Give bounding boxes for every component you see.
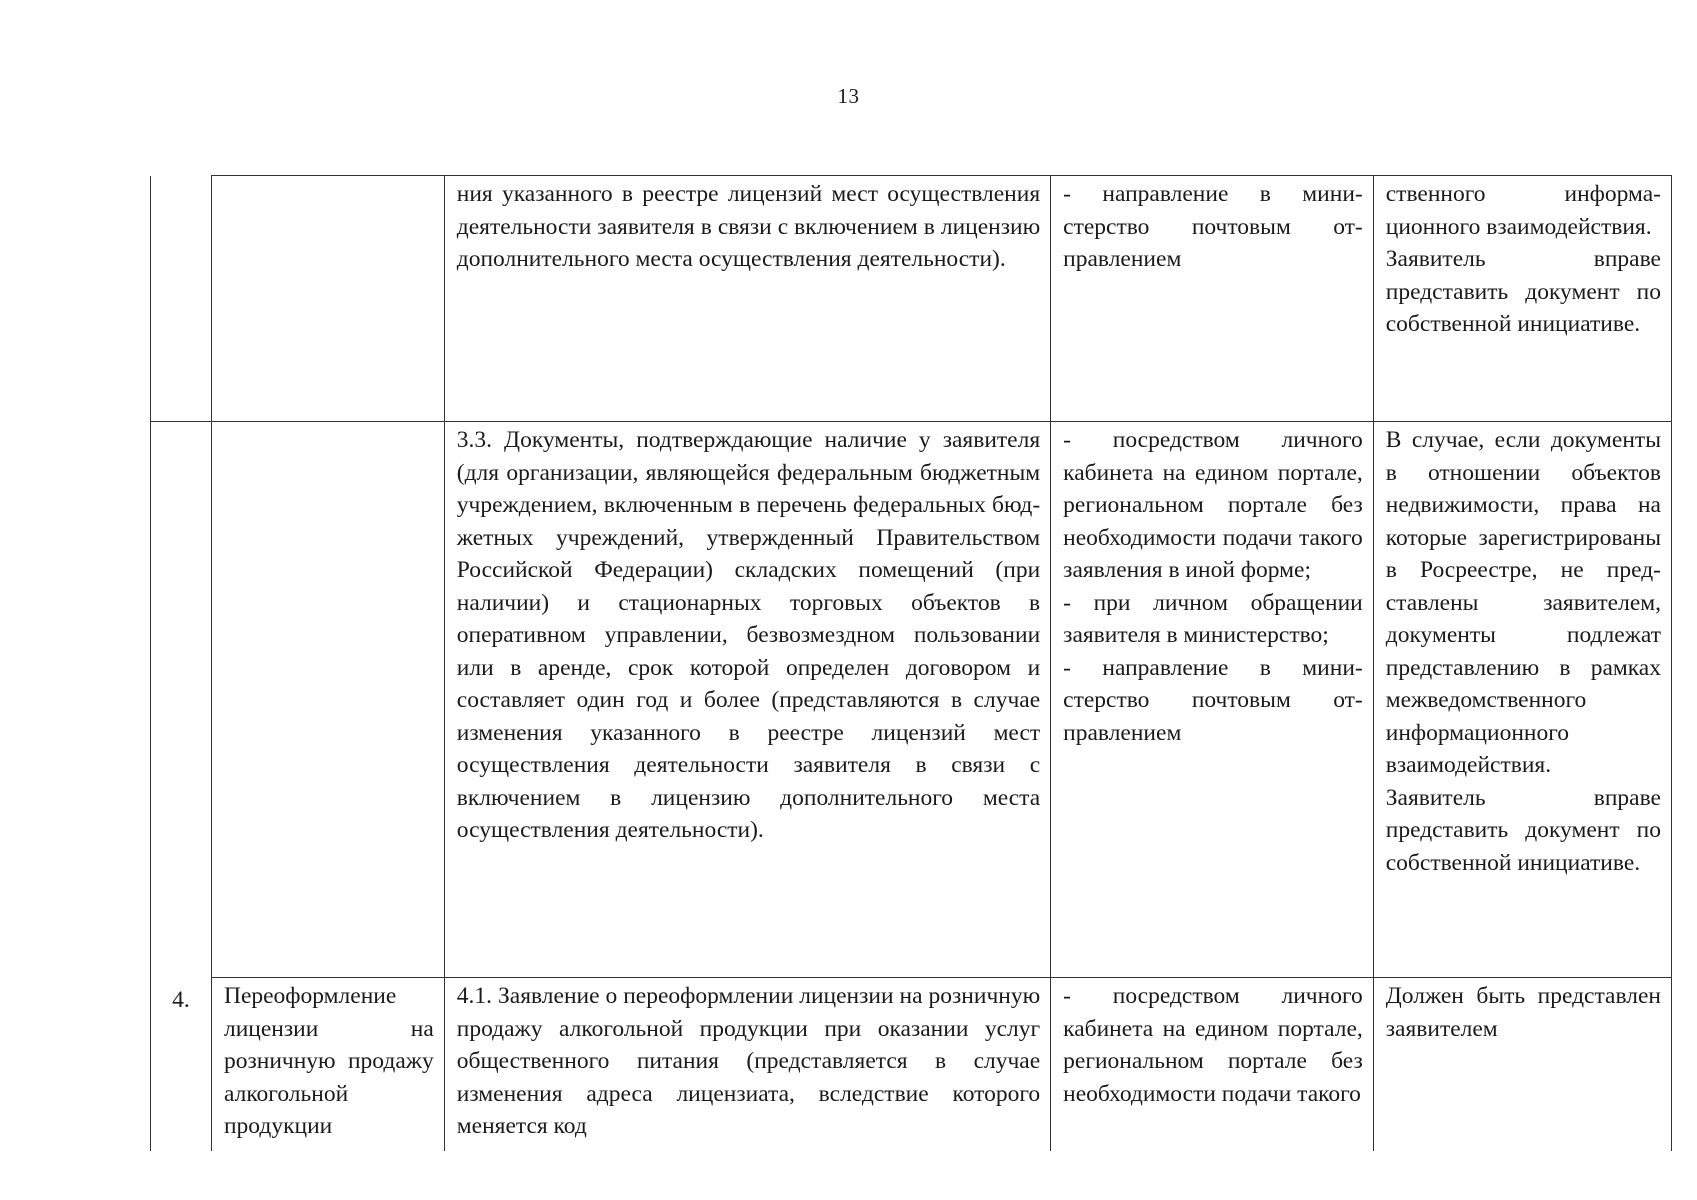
table-row	[151, 176, 1672, 422]
note-cell	[1373, 176, 1671, 422]
service-name-cell	[211, 176, 444, 422]
method-item: - при личном обращении заявителя в министерство;	[1063, 589, 1363, 648]
method-item: - посредством личного кабинета на едином портале, региональном портале без необходимости подачи такого	[1063, 983, 1363, 1107]
note-paragraph: Заявитель вправе представить документ по собственной инициативе.	[1385, 246, 1661, 337]
row-number-cell: 4.	[151, 978, 212, 1151]
table-row	[151, 422, 1672, 978]
row-number-cell	[151, 176, 212, 422]
method-item: - направление в министерство почтовым отправлением	[1063, 181, 1363, 272]
note-cell	[1373, 422, 1671, 978]
page-number: 13	[837, 84, 860, 108]
document-cell: 4.1. Заявление о переоформлении лицензии на розничную продажу алкогольной продукции при оказании услуг общественного питания (представляется в случае изменения адреса лицензиата, вследствие которого меняется код	[444, 978, 1050, 1151]
table-row	[151, 978, 1672, 1151]
note-cell	[1373, 978, 1671, 1151]
document-cell: 3.3. Документы, подтверждающие наличие у заявителя (для организации, являющейся федеральным бюджетным учреждением, включенным в перечень федеральных бюджетных учреждений, утвержденный Правительством Российской Федерации) складских помещений (при наличии) и стационарных торговых объектов в оперативном управлении, безвозмездном пользовании или в аренде, срок которой определен договором и составляет один год и более (представляются в случае изменения указанного в реестре лицензий мест осуществления деятельности заявителя в связи с включением в лицензию дополнительного места осуществления деятельности).	[444, 422, 1050, 978]
method-item: - посредством личного кабинета на едином портале, региональном портале без необходимости подачи такого заявления в иной форме;	[1063, 427, 1363, 583]
submission-method-cell	[1051, 978, 1374, 1151]
method-item: - направление в министерство почтовым отправлением	[1063, 654, 1363, 746]
service-name-cell: Переоформление лицензии на розничную продажу алкогольной продукции	[211, 978, 444, 1151]
service-name-cell	[211, 422, 444, 978]
submission-method-cell	[1051, 176, 1374, 422]
row-number-cell	[151, 422, 212, 978]
note-paragraph: В случае, если документы в отношении объектов недвижимости, права на которые зарегистрированы в Росреестре, не представлены заявителем, документы подлежат представлению в рамках межведомственного информационного взаимодействия.	[1385, 427, 1661, 778]
document-cell: ния указанного в реестре лицензий мест осуществления деятельности заявителя в связи с включением в лицензию дополнительного места осуществления деятельности).	[444, 176, 1050, 422]
note-paragraph: Заявитель вправе представить документ по собственной инициативе.	[1385, 784, 1661, 876]
note-paragraph: ственного информационного взаимодействия.	[1385, 181, 1661, 240]
note-paragraph: Должен быть представлен заявителем	[1385, 983, 1661, 1042]
requirements-table	[150, 175, 1672, 1151]
submission-method-cell	[1051, 422, 1374, 978]
